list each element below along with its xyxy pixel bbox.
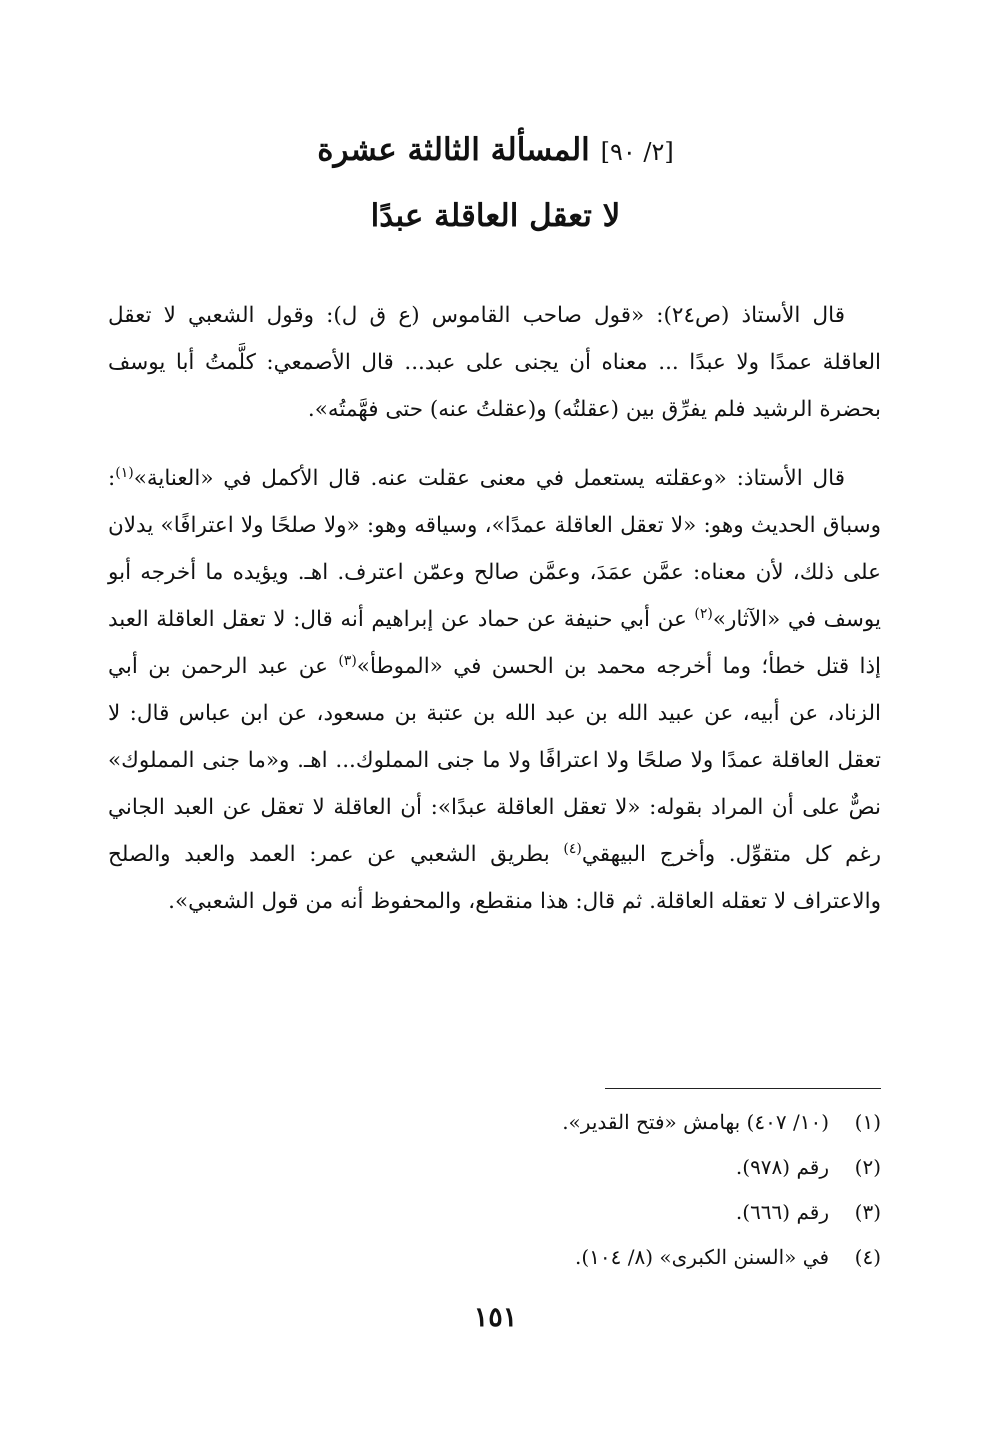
footnotes [108, 1100, 881, 1280]
footnote-marker[interactable]: (٣) [338, 652, 357, 669]
chapter-heading [0, 128, 991, 174]
footnote-number: (٢) [854, 1155, 881, 1179]
footnote-item [108, 1190, 881, 1235]
text-segment: قال الأستاذ (ص٢٤): «قول صاحب القاموس (ع ق ل): وقول الشعبي لا تعقل العاقلة عمدًا ولا عبدًا ... معناه أن يجنى على عبد... قال الأصمعي: كلَّمتُ أبا يوسف بحضرة الرشيد فلم يفرِّق بين (عقلتُه) و(عقلتُ عنه) حتى فهَّمتُه». [108, 303, 881, 422]
paragraph [108, 455, 881, 925]
text-segment: بطريق الشعبي عن عمر: العمد والعبد والصلح والاعتراف لا تعقله العاقلة. ثم قال: هذا منقطع، والمحفوظ أنه من قول الشعبي». [108, 842, 881, 914]
text-segment: عن عبد الرحمن بن أبي الزناد، عن أبيه، عن عبيد الله بن عبد الله بن عتبة بن مسعود، عن ابن عباس قال: لا تعقل العاقلة عمدًا ولا صلحًا ولا اعترافًا ولا ما جنى المملوك... اهـ. و«ما جنى المملوك» نصٌّ على أن المراد بقوله: «لا تعقل العاقلة عبدًا»: أن العاقلة لا تعقل عن العبد الجاني رغم كل متقوِّل. وأخرج البيهقي [108, 654, 882, 867]
footnote-marker[interactable]: (٤) [563, 840, 582, 857]
footnote-item [108, 1145, 881, 1190]
text-segment: : وسباق الحديث وهو: «لا تعقل العاقلة عمدًا»، وسياقه وهو: «ولا صلحًا ولا اعترافًا» يدلان على ذلك، لأن معناه: عمَّن عمَدَ، وعمَّن صالح وعمّن اعترف. اهـ. ويؤيده ما أخرجه أبو يوسف في «الآثار» [108, 466, 881, 632]
chapter-subtitle: لا تعقل العاقلة عبدًا [370, 198, 621, 234]
main-text [108, 292, 881, 925]
footnote-number: (١) [854, 1110, 881, 1134]
footnote-text: رقم (٩٧٨). [735, 1155, 829, 1179]
page-reference: [٢/ ٩٠] [600, 138, 674, 166]
text-segment: عن أبي حنيفة عن حماد عن إبراهيم أنه قال: لا تعقل العاقلة العبد إذا قتل خطأ؛ وما أخرجه محمد بن الحسن في «الموطأ» [108, 607, 881, 679]
footnote-text: في «السنن الكبرى» (٨/ ١٠٤). [574, 1245, 829, 1269]
paragraph [108, 292, 881, 433]
footnote-item [108, 1100, 881, 1145]
page-number: ١٥١ [473, 1302, 518, 1333]
footnote-item [108, 1235, 881, 1280]
footnote-text: (١٠/ ٤٠٧) بهامش «فتح القدير». [562, 1110, 829, 1134]
footnote-number: (٣) [854, 1200, 881, 1224]
footnote-marker[interactable]: (٢) [694, 605, 713, 622]
text-segment: قال الأستاذ: «وعقلته يستعمل في معنى عقلت عنه. قال الأكمل في «العناية» [133, 466, 845, 491]
footnote-divider [605, 1088, 881, 1089]
footnote-marker[interactable]: (١) [115, 464, 134, 481]
footnote-number: (٤) [854, 1245, 881, 1269]
footnote-text: رقم (٦٦٦). [735, 1200, 829, 1224]
chapter-title: المسألة الثالثة عشرة [317, 132, 590, 168]
